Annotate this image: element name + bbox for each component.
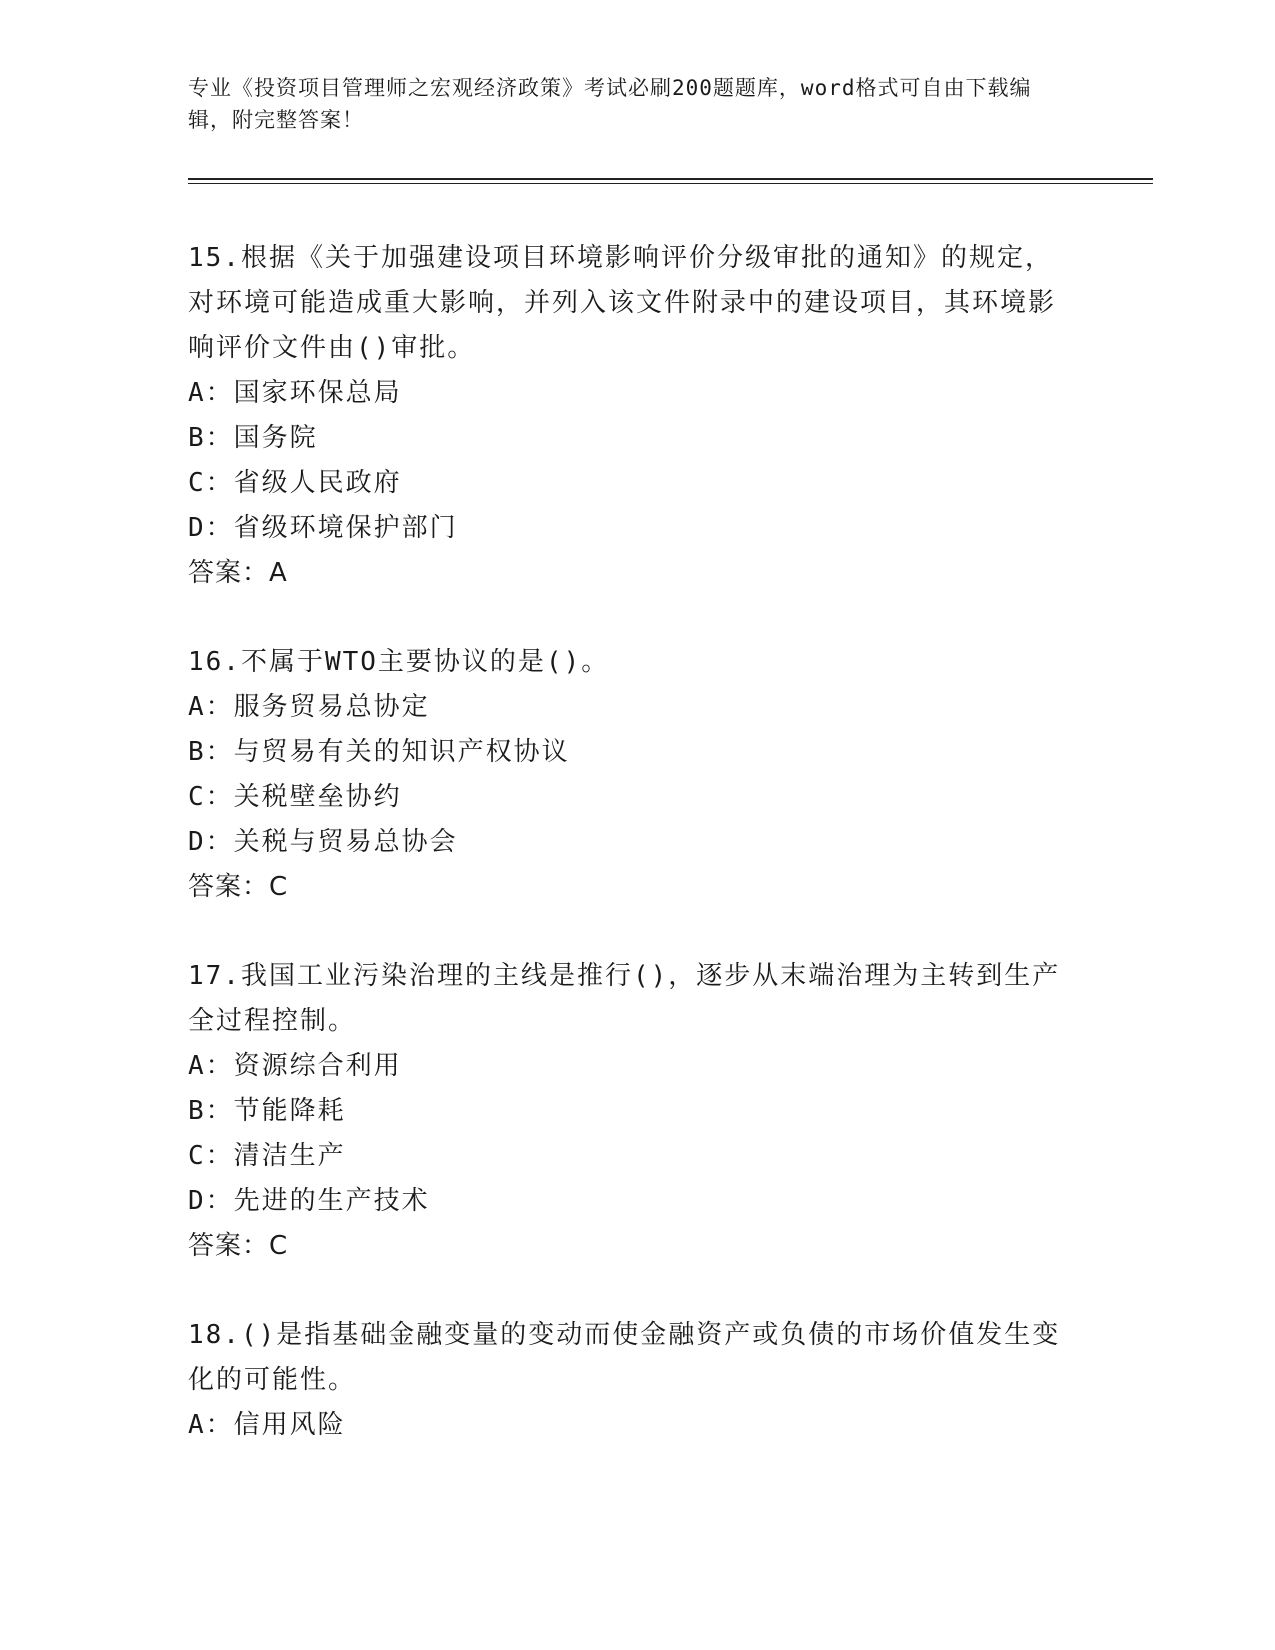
question-stem: 15.根据《关于加强建设项目环境影响评价分级审批的通知》的规定，对环境可能造成重大影响，并列入该文件附录中的建设项目，其环境影响评价文件由()审批。	[188, 243, 1057, 363]
header-divider-thin	[188, 183, 1153, 184]
option-d: D：先进的生产技术	[188, 1186, 430, 1216]
option-d: D：关税与贸易总协会	[188, 827, 458, 857]
answer: 答案：C	[188, 1231, 289, 1261]
question-stem: 16.不属于WTO主要协议的是()。	[188, 647, 610, 677]
question-stem: 17.我国工业污染治理的主线是推行()，逐步从末端治理为主转到生产全过程控制。	[188, 961, 1061, 1036]
header-divider-thick	[188, 178, 1153, 180]
option-a: A：服务贸易总协定	[188, 692, 430, 722]
option-b: B：与贸易有关的知识产权协议	[188, 737, 570, 767]
document-page	[188, 0, 1148, 1650]
option-a: A：资源综合利用	[188, 1051, 402, 1081]
option-b: B：节能降耗	[188, 1096, 346, 1126]
option-c: C：清洁生产	[188, 1141, 346, 1171]
answer: 答案：A	[188, 558, 288, 588]
option-c: C：关税壁垒协约	[188, 782, 402, 812]
question-stem: 18.()是指基础金融变量的变动而使金融资产或负债的市场价值发生变化的可能性。	[188, 1320, 1061, 1395]
question-16	[188, 640, 1078, 910]
question-15	[188, 236, 1078, 596]
option-c: C：省级人民政府	[188, 468, 402, 498]
question-17	[188, 954, 1078, 1269]
question-list	[188, 236, 1078, 1492]
option-a: A：国家环保总局	[188, 378, 402, 408]
option-d: D：省级环境保护部门	[188, 513, 458, 543]
question-18	[188, 1313, 1078, 1448]
option-b: B：国务院	[188, 423, 318, 453]
answer: 答案：C	[188, 872, 289, 902]
option-a: A：信用风险	[188, 1410, 346, 1440]
document-header: 专业《投资项目管理师之宏观经济政策》考试必刷200题题库，word格式可自由下载编辑，附完整答案！	[188, 76, 1032, 132]
